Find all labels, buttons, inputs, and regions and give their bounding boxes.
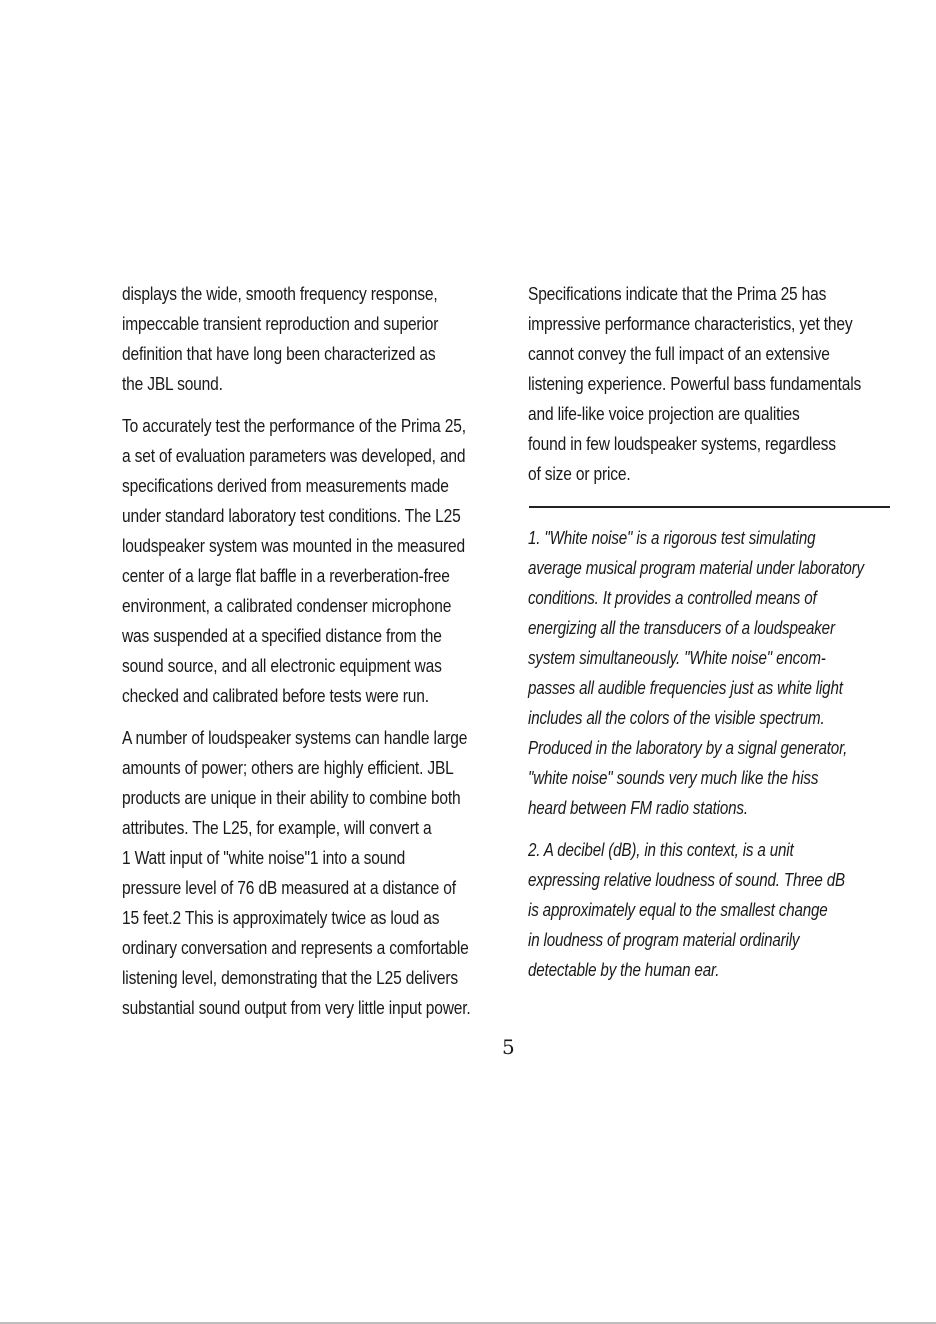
footnote-line: energizing all the transducers of a loudspeaker	[528, 617, 835, 638]
footnote-line: conditions. It provides a controlled means of	[528, 587, 817, 608]
text-line: ordinary conversation and represents a comfortable	[122, 937, 469, 958]
text-line: listening experience. Powerful bass fundamentals	[528, 373, 862, 394]
text-line: A number of loudspeaker systems can handle large	[122, 727, 468, 748]
text-line: loudspeaker system was mounted in the measured	[122, 535, 465, 556]
text-line: was suspended at a specified distance from the	[122, 625, 442, 646]
text-line: impressive performance characteristics, yet they	[528, 313, 853, 334]
footnote-line: 1. "White noise" is a rigorous test simulating	[528, 527, 816, 548]
footnote-line: detectable by the human ear.	[528, 959, 720, 980]
footnote-line: passes all audible frequencies just as white light	[528, 677, 843, 698]
paragraph	[122, 411, 502, 711]
footnote-line: is approximately equal to the smallest change	[528, 899, 828, 920]
text-line: impeccable transient reproduction and superior	[122, 313, 439, 334]
paragraph	[122, 723, 502, 1023]
text-line: listening level, demonstrating that the L25 delivers	[122, 967, 458, 988]
text-line: center of a large flat baffle in a reverberation-free	[122, 565, 450, 586]
text-line: pressure level of 76 dB measured at a distance of	[122, 877, 456, 898]
footnote-line: in loudness of program material ordinarily	[528, 929, 800, 950]
text-line: specifications derived from measurements made	[122, 475, 449, 496]
footnote-line: heard between FM radio stations.	[528, 797, 748, 818]
text-line: displays the wide, smooth frequency response,	[122, 283, 438, 304]
text-line: found in few loudspeaker systems, regardless	[528, 433, 836, 454]
text-line: To accurately test the performance of the Prima 25,	[122, 415, 466, 436]
footnote-line: expressing relative loudness of sound. Three dB	[528, 869, 845, 890]
text-line: environment, a calibrated condenser microphone	[122, 595, 452, 616]
text-line: cannot convey the full impact of an extensive	[528, 343, 830, 364]
text-line: amounts of power; others are highly efficient. JBL	[122, 757, 454, 778]
page-number: 5	[502, 1035, 515, 1059]
paragraph	[528, 279, 898, 489]
text-line: and life-like voice projection are qualities	[528, 403, 800, 424]
text-line: of size or price.	[528, 463, 631, 484]
text-line: the JBL sound.	[122, 373, 223, 394]
text-line: under standard laboratory test conditions. The L25	[122, 505, 461, 526]
footnote-line: includes all the colors of the visible spectrum.	[528, 707, 825, 728]
text-line: sound source, and all electronic equipment was	[122, 655, 442, 676]
text-line: attributes. The L25, for example, will convert a	[122, 817, 432, 838]
text-line: a set of evaluation parameters was developed, and	[122, 445, 466, 466]
footnote-line: system simultaneously. "White noise" encom-	[528, 647, 826, 668]
text-line: Specifications indicate that the Prima 25 has	[528, 283, 827, 304]
footnotes	[528, 523, 908, 997]
text-line: 1 Watt input of "white noise"1 into a sound	[122, 847, 406, 868]
footnote-1	[528, 523, 908, 823]
text-line: definition that have long been characterized as	[122, 343, 436, 364]
text-line: substantial sound output from very little input power.	[122, 997, 471, 1018]
footnote-divider	[529, 506, 890, 508]
footnote-line: 2. A decibel (dB), in this context, is a unit	[528, 839, 794, 860]
paragraph	[122, 279, 502, 399]
footnote-line: average musical program material under laboratory	[528, 557, 864, 578]
text-line: 15 feet.2 This is approximately twice as loud as	[122, 907, 440, 928]
footnote-2	[528, 835, 908, 985]
text-line: checked and calibrated before tests were run.	[122, 685, 429, 706]
text-line: products are unique in their ability to combine both	[122, 787, 461, 808]
left-column	[122, 279, 502, 1035]
right-column	[528, 279, 898, 501]
footnote-line: "white noise" sounds very much like the hiss	[528, 767, 819, 788]
footnote-line: Produced in the laboratory by a signal generator,	[528, 737, 848, 758]
